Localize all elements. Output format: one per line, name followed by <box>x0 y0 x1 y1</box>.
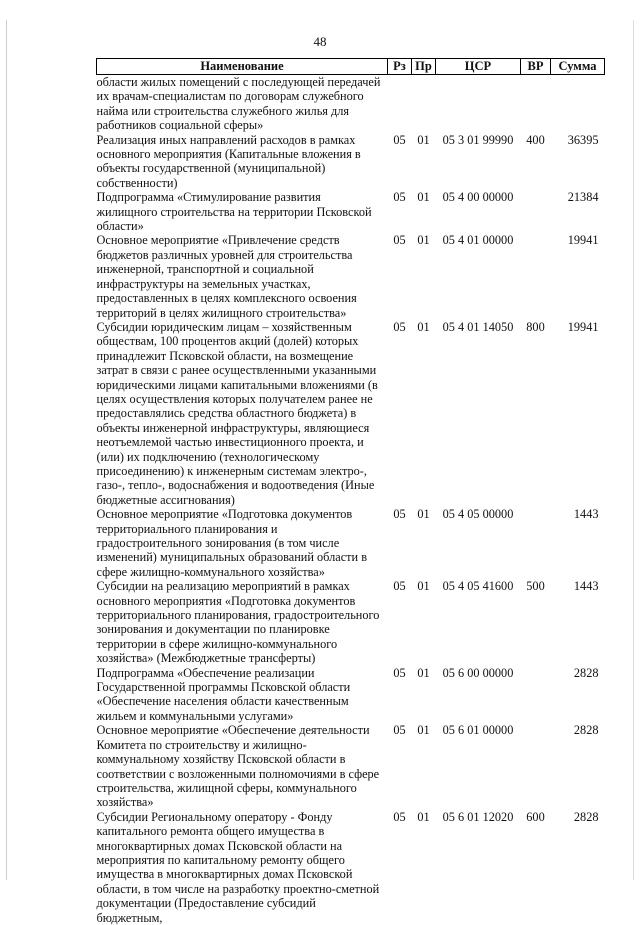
row-vr: 600 <box>526 809 545 824</box>
row-name: Основное мероприятие «Привлечение средств бюджетов различных уровней для строительства инженерной, транспортной и социальной инфраструктуры на земельных участках, предоставленных в целях комплексного освоения территорий в целях жилищного строительства» <box>96 233 357 320</box>
table-row <box>97 133 605 191</box>
row-name: Основное мероприятие «Подготовка документов территориального планирования и градостроительного зонирования (в том числе изменений) муниципальных образований области в сфере жилищно-коммунального хозяйства» <box>96 507 368 579</box>
row-vr <box>521 233 551 319</box>
table-row <box>97 233 605 319</box>
row-vr <box>521 75 551 133</box>
table-header-row <box>97 59 605 75</box>
row-pr: 01 <box>417 809 430 824</box>
row-name: Субсидии юридическим лицам – хозяйственным обществам, 100 процентов акций (долей) которых принадлежит Псковской области, на возмещение затрат в связи с ранее осуществленными указанными юридическими лицами капитальными вложениями (в целях осуществления которых получателем ранее не предоставлялись средства областного бюджета) в объекты инженерной инфраструктуры, являющиеся неотъемлемой частью инвестиционного проекта, и (или) их подключению (технологическому присоединению) к инженерным системам электро-, газо-, тепло-, водоснабжения и водоотведения (Иные бюджетные ассигнования) <box>96 319 378 507</box>
header-name: Наименование <box>97 59 388 75</box>
header-csr: ЦСР <box>436 59 521 75</box>
row-pr: 01 <box>417 665 430 680</box>
row-name: Субсидии на реализацию мероприятий в рамках основного мероприятия «Подготовка документов территориального планирования, градостроительного зонирования и документации по планировке территории в сфере жилищно-коммунального хозяйства» (Межбюджетные трансферты) <box>96 579 380 666</box>
budget-table <box>96 58 605 925</box>
row-vr: 500 <box>526 579 545 594</box>
row-name: Реализация иных направлений расходов в рамках основного мероприятия (Капитальные вложения в объекты государственной (муниципальной) собственности) <box>96 132 361 190</box>
row-rz: 05 <box>393 507 406 522</box>
table-row <box>97 190 605 233</box>
row-rz: 05 <box>393 233 406 248</box>
row-name: Подпрограмма «Стимулирование развития жилищного строительства на территории Псковской области» <box>96 190 372 234</box>
row-csr: 05 4 01 00000 <box>442 233 514 248</box>
row-sum: 2828 <box>573 809 599 824</box>
row-csr: 05 3 01 99990 <box>442 132 514 147</box>
row-pr: 01 <box>417 190 430 205</box>
row-sum: 19941 <box>567 233 599 248</box>
row-csr: 05 6 01 12020 <box>442 809 514 824</box>
table-row <box>97 507 605 579</box>
row-vr <box>521 190 551 233</box>
row-vr <box>521 507 551 579</box>
row-name: области жилых помещений с последующей передачей их врачам-специалистам по договорам служебного найма или строительства служебного жилья для работников социальной сферы» <box>96 75 381 133</box>
row-csr: 05 6 00 00000 <box>442 665 514 680</box>
row-csr: 05 4 05 41600 <box>442 579 514 594</box>
row-pr: 01 <box>417 723 430 738</box>
row-sum: 1443 <box>573 579 599 594</box>
table-row <box>97 579 605 665</box>
row-csr: 05 4 05 00000 <box>442 507 514 522</box>
row-rz: 05 <box>393 723 406 738</box>
table-row <box>97 75 605 133</box>
scan-edge-right <box>633 20 634 880</box>
row-rz: 05 <box>393 132 406 147</box>
row-name: Подпрограмма «Обеспечение реализации Государственной программы Псковской области «Обеспечение населения области качественным жильем и коммунальными услугами» <box>96 665 351 723</box>
row-pr: 01 <box>417 579 430 594</box>
row-rz: 05 <box>393 319 406 334</box>
row-sum: 2828 <box>573 723 599 738</box>
scan-edge-left <box>6 20 7 880</box>
row-pr: 01 <box>417 319 430 334</box>
header-sum: Сумма <box>551 59 605 75</box>
row-vr <box>521 666 551 724</box>
row-vr: 400 <box>526 132 545 147</box>
header-pr: Пр <box>412 59 436 75</box>
row-pr: 01 <box>417 132 430 147</box>
row-csr: 05 6 01 00000 <box>442 723 514 738</box>
row-sum: 1443 <box>573 507 599 522</box>
header-vr: ВР <box>521 59 551 75</box>
row-csr: 05 4 01 14050 <box>442 319 514 334</box>
row-rz: 05 <box>393 665 406 680</box>
table-row <box>97 320 605 507</box>
row-name: Основное мероприятие «Обеспечение деятельности Комитета по строительству и жилищно-коммунальному хозяйству Псковской области в соответствии с возложенными полномочиями в сфере строительства, жилищной сферы, коммунального хозяйства» <box>96 723 380 810</box>
header-rz: Рз <box>388 59 412 75</box>
table-row <box>97 666 605 724</box>
row-csr: 05 4 00 00000 <box>442 190 514 205</box>
row-vr <box>521 723 551 809</box>
row-rz: 05 <box>393 809 406 824</box>
row-sum: 21384 <box>567 190 599 205</box>
table-row <box>97 810 605 925</box>
table-row <box>97 723 605 809</box>
row-sum: 19941 <box>567 319 599 334</box>
row-rz: 05 <box>393 190 406 205</box>
row-rz: 05 <box>393 579 406 594</box>
row-sum: 36395 <box>567 132 599 147</box>
row-sum <box>551 75 605 133</box>
row-vr: 800 <box>526 319 545 334</box>
row-csr <box>436 75 521 133</box>
row-name: Субсидии Региональному оператору - Фонду капитального ремонта общего имущества в многоквартирных домах Псковской области на мероприятия по капитальному ремонту общего имущества в многоквартирных домах Псковской области, в том числе на разработку проектно-сметной документации (Предоставление субсидий бюджетным, <box>96 809 380 925</box>
row-sum: 2828 <box>573 665 599 680</box>
row-pr: 01 <box>417 233 430 248</box>
row-rz <box>388 75 412 133</box>
row-pr <box>412 75 436 133</box>
page-number: 48 <box>313 34 327 49</box>
row-pr: 01 <box>417 507 430 522</box>
